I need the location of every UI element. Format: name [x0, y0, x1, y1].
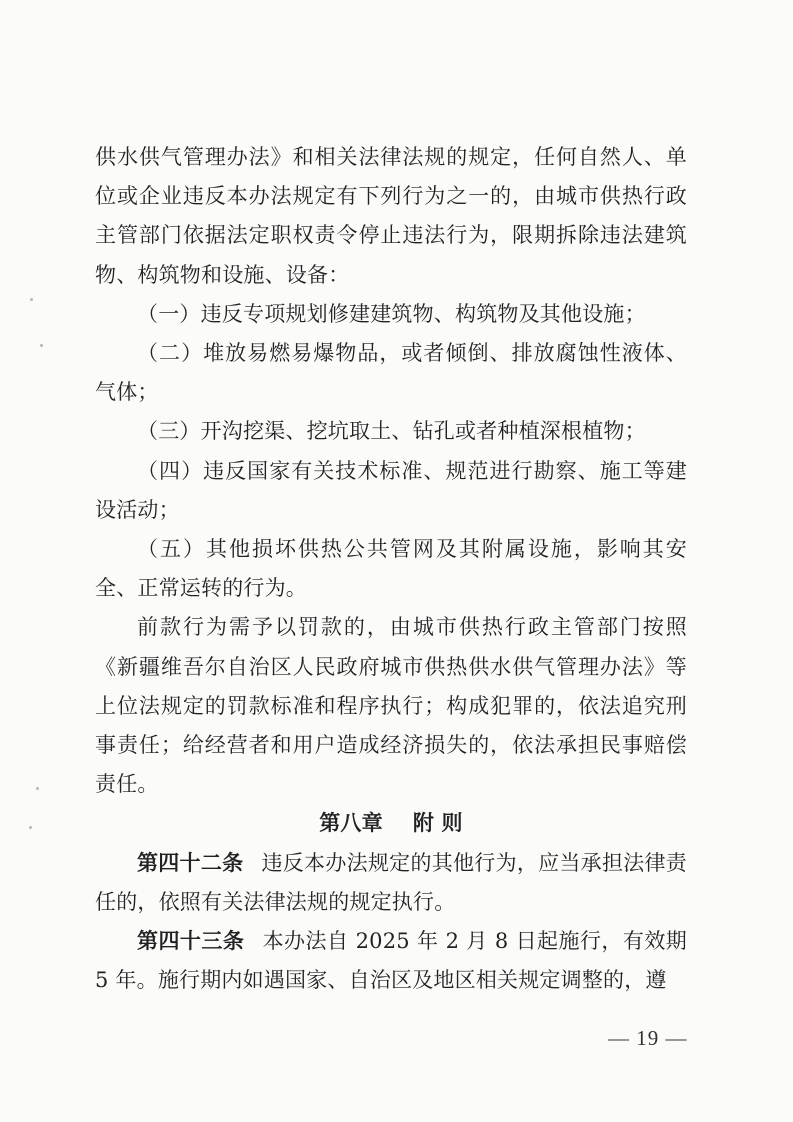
article-43-text: 本办法自 2025 年 2 月 8 日起施行，有效期 5 年。施行期内如遇国家、自治区及地区相关规定调整的，遵	[95, 929, 688, 993]
scan-speck	[30, 298, 33, 301]
article-43-number: 第四十三条	[137, 929, 245, 954]
article-42-number: 第四十二条	[137, 850, 244, 875]
list-item-4: （四）违反国家有关技术标准、规范进行勘察、施工等建设活动；	[95, 458, 687, 522]
article-42	[95, 844, 687, 922]
scan-speck	[40, 344, 43, 347]
chapter-title: 附 则	[412, 811, 463, 836]
chapter-heading	[95, 804, 687, 843]
document-body	[95, 138, 687, 1000]
list-item-2: （二）堆放易燃易爆物品，或者倾倒、排放腐蚀性液体、气体；	[95, 341, 687, 405]
paragraph-intro: 供水供气管理办法》和相关法律法规的规定，任何自然人、单位或企业违反本办法规定有下列行为之一的，由城市供热行政主管部门依据法定职权责令停止违法行为，限期拆除违法建筑物、构筑物和设施、设备：	[95, 145, 687, 287]
chapter-number: 第八章	[319, 811, 383, 836]
scan-speck	[29, 826, 32, 829]
list-item-5: （五）其他损坏供热公共管网及其附属设施，影响其安全、正常运转的行为。	[95, 537, 687, 601]
article-43	[95, 922, 687, 1000]
list-item-3: （三）开沟挖渠、挖坑取土、钻孔或者种植深根植物；	[137, 419, 646, 444]
page-number: — 19 —	[608, 1026, 688, 1050]
scan-speck	[36, 787, 39, 790]
list-item-1: （一）违反专项规划修建建筑物、构筑物及其他设施；	[137, 301, 646, 326]
article-42-text: 违反本办法规定的其他行为，应当承担法律责任的，依照有关法律法规的规定执行。	[95, 850, 688, 914]
paragraph-penalty: 前款行为需予以罚款的，由城市供热行政主管部门按照《新疆维吾尔自治区人民政府城市供热供水供气管理办法》等上位法规定的罚款标准和程序执行；构成犯罪的，依法追究刑事责任；给经营者和用户造成经济损失的，依法承担民事赔偿责任。	[95, 615, 687, 797]
